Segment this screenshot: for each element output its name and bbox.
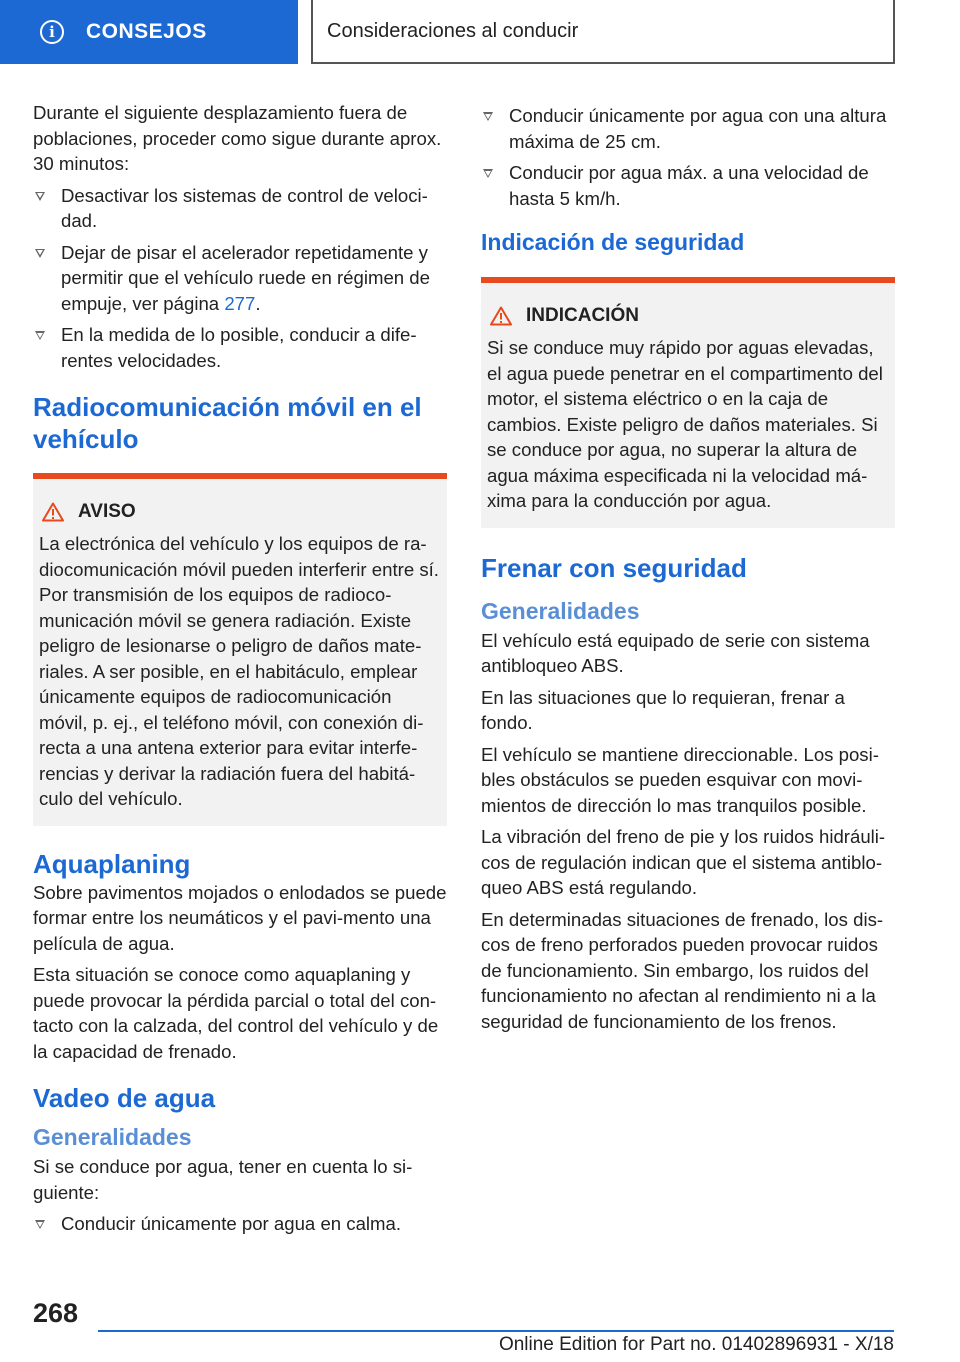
subsection-heading: Generalidades: [481, 597, 640, 624]
frenar-paragraph: La vibración del freno de pie y los ruidos hidráuli‐cos de regulación indican que el sistema antiblo‐queo ABS está regulando.: [481, 826, 886, 898]
section-heading-vadeo: Vadeo de agua: [33, 1083, 216, 1113]
list-item: Conducir por agua máx. a una velocidad de hasta 5 km/h.: [481, 160, 895, 211]
section-heading-frenar: Frenar con seguridad: [481, 552, 747, 583]
list-item: Desactivar los sistemas de control de veloci‐dad.: [33, 183, 447, 234]
triangle-bullet-icon: [35, 192, 45, 201]
edition-label: Online Edition for Part no. 01402896931 - X/18: [498, 1334, 894, 1355]
page-reference-link[interactable]: 277: [224, 292, 256, 314]
triangle-bullet-icon: [35, 249, 45, 258]
right-column: [481, 103, 895, 1040]
list-item: Dejar de pisar el acelerador repetidamente y permitir que el vehículo ruede en régimen de empuje, ver página 277.: [33, 240, 447, 317]
aquaplaning-paragraph: Sobre pavimentos mojados o enlodados se puede formar entre los neumáticos y el pavi‐mento una película de agua.: [33, 881, 447, 954]
section-heading-radio: Radiocomunicación móvil en el vehículo: [33, 392, 422, 454]
page-title: Consideraciones al conducir: [311, 0, 895, 64]
list-item: En la medida de lo posible, conducir a dife‐rentes velocidades.: [33, 322, 447, 373]
aquaplaning-paragraph: Esta situación se conoce como aquaplaning y puede provocar la pérdida parcial o total del con‐tacto con la calzada, del control del vehículo y de la capacidad de frenado.: [33, 964, 439, 1062]
section-tab-label: CONSEJOS: [86, 20, 207, 43]
subsection-heading: Generalidades: [33, 1124, 192, 1150]
warning-box: [33, 473, 447, 826]
vadeo-paragraph: Si se conduce por agua, tener en cuenta lo si‐guiente:: [33, 1156, 413, 1203]
notice-text: Si se conduce muy rápido por aguas elevadas, el agua puede penetrar en el compartimento del motor, el sistema eléctrico o en la caja de cambios. Existe peligro de daños materiales. Si se conduce por agua, no superar la altura de agua máxima especificada ni la velocidad má‐xima para la conducción por agua.: [487, 337, 883, 511]
info-icon: i: [40, 20, 64, 44]
frenar-paragraph: El vehículo se mantiene direccionable. Los posi‐bles obstáculos se pueden esquivar con movi‐mientos de dirección lo mas tranquilos posible.: [481, 743, 879, 816]
intro-list: [33, 183, 447, 374]
frenar-paragraph: En determinadas situaciones de frenado, los dis‐cos de freno perforados pueden provocar ruidos de funcionamiento. Sin embargo, los ruidos del funcionamiento no afectan al rendimiento ni a la seguridad de funcionamiento de los frenos.: [481, 908, 884, 1032]
warning-triangle-icon: [490, 306, 512, 326]
vadeo-list-continued: [481, 103, 895, 211]
list-item: Conducir únicamente por agua en calma.: [33, 1211, 447, 1237]
triangle-bullet-icon: [483, 169, 493, 178]
section-heading-aquaplaning: Aquaplaning: [33, 848, 191, 879]
triangle-bullet-icon: [483, 112, 493, 121]
warning-text: La electrónica del vehículo y los equipos de ra‐diocomunicación móvil pueden interferir entre sí. Por transmisión de los equipos de radioco‐municación móvil se genera radiación. Existe peligro de lesionarse o peligro de daños mate‐riales. A ser posible, en el habitáculo, emplear únicamente equipos de radiocomunicación móvil, p. ej., el teléfono móvil, con conexión di‐recta a una antena exterior para evitar interfe‐rencias y derivar la radiación fuera del habitá‐culo del vehículo.: [39, 533, 439, 809]
notice-title: INDICACIÓN: [526, 305, 639, 326]
warning-triangle-icon: [42, 502, 64, 522]
warning-title: AVISO: [78, 501, 136, 522]
triangle-bullet-icon: [35, 331, 45, 340]
list-item: Conducir únicamente por agua con una altura máxima de 25 cm.: [481, 103, 895, 154]
footer-divider: [98, 1330, 894, 1332]
vadeo-list: [33, 1211, 447, 1237]
section-tab[interactable]: [0, 0, 298, 64]
intro-paragraph: Durante el siguiente desplazamiento fuera de poblaciones, proceder como sigue durante aprox. 30 minutos:: [33, 102, 442, 174]
frenar-paragraph: El vehículo está equipado de serie con sistema antibloqueo ABS.: [481, 629, 870, 676]
subsection-heading-safety: Indicación de seguridad: [481, 229, 745, 255]
frenar-paragraph: En las situaciones que lo requieran, frenar a fondo.: [481, 686, 845, 733]
triangle-bullet-icon: [35, 1220, 45, 1229]
left-column: [33, 100, 447, 1243]
page-number: 268: [33, 1298, 79, 1328]
notice-box: [481, 277, 895, 528]
